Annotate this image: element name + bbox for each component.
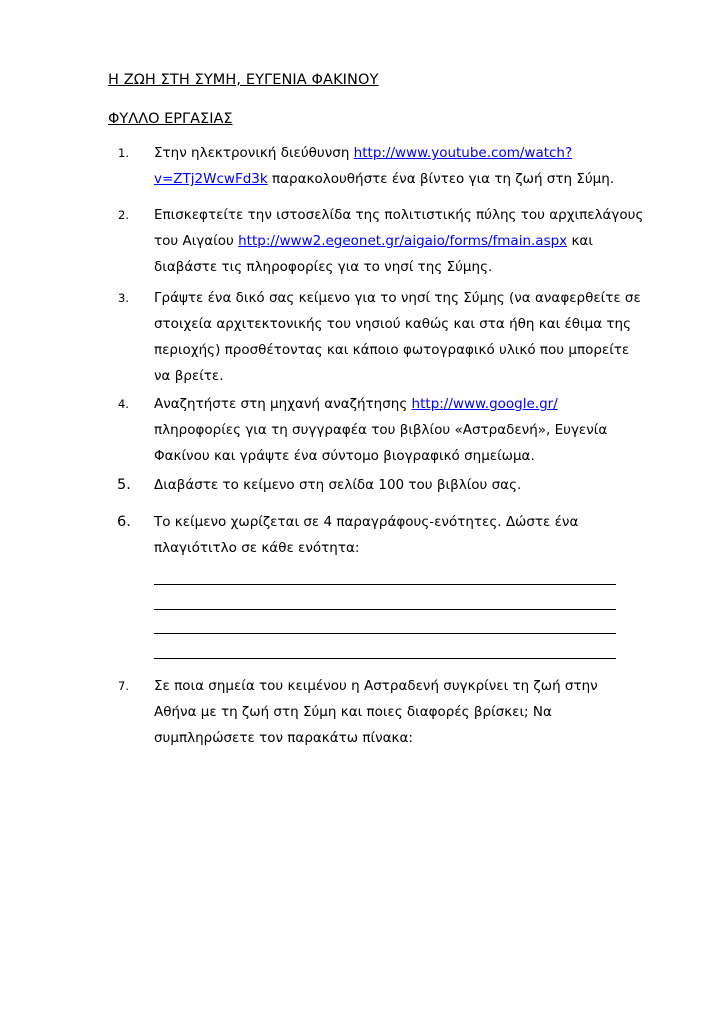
item-number: 6. — [117, 514, 131, 530]
item-number: 1. — [118, 146, 129, 160]
item-text: Το κείμενο χωρίζεται σε 4 παραγράφους-ενότητες. Δώστε ένα πλαγιότιτλο σε κάθε ενότητα: — [154, 514, 579, 556]
youtube-link[interactable]: http://www.youtube.com/watch? — [353, 145, 573, 161]
answer-line[interactable] — [154, 633, 616, 634]
item-number: 4. — [118, 397, 129, 411]
item-number: 2. — [118, 208, 129, 222]
answer-line[interactable] — [154, 658, 616, 659]
youtube-link-continued[interactable]: v=ZTj2WcwFd3k — [154, 171, 268, 187]
answer-line[interactable] — [154, 584, 616, 585]
item-text: Αναζητήστε στη μηχανή αναζήτησης http://www.google.gr/ πληροφορίες για τη συγγραφέα του βιβλίου «Αστραδενή», Ευγενία Φακίνου και γράψτε ένα σύντομο βιογραφικό σημείωμα. — [154, 396, 608, 464]
document-title: Η ΖΩΗ ΣΤΗ ΣΥΜΗ, ΕΥΓΕΝΙΑ ΦΑΚΙΝΟΥ — [108, 72, 379, 88]
item-text: Στην ηλεκτρονική διεύθυνση http://www.youtube.com/watch? v=ZTj2WcwFd3k παρακολουθήστε ένα βίντεο για τη ζωή στη Σύμη. — [154, 145, 615, 187]
item-text: Διαβάστε το κείμενο στη σελίδα 100 του βιβλίου σας. — [154, 477, 522, 493]
item-number: 7. — [118, 679, 129, 693]
item-number: 5. — [117, 477, 131, 493]
google-link[interactable]: http://www.google.gr/ — [411, 396, 558, 412]
worksheet-heading: ΦΥΛΛΟ ΕΡΓΑΣΙΑΣ — [108, 111, 233, 127]
item-text: Σε ποια σημεία του κειμένου η Αστραδενή συγκρίνει τη ζωή στην Αθήνα με τη ζωή στη Σύμη και ποιες διαφορές βρίσκει; Να συμπληρώσετε τον παρακάτω πίνακα: — [154, 678, 598, 746]
item-text: Γράψτε ένα δικό σας κείμενο για το νησί της Σύμης (να αναφερθείτε σε στοιχεία αρχιτεκτονικής του νησιού καθώς και στα ήθη και έθιμα της περιοχής) προσθέτοντας και κάποιο φωτογραφικό υλικό που μπορείτε να βρείτε. — [154, 290, 641, 384]
answer-line[interactable] — [154, 609, 616, 610]
item-text: Επισκεφτείτε την ιστοσελίδα της πολιτιστικής πύλης του αρχιπελάγους του Αιγαίου http://www2.egeonet.gr/aigaio/forms/fmain.aspx και διαβάστε τις πληροφορίες για το νησί της Σύμης. — [154, 207, 644, 275]
item-number: 3. — [118, 291, 129, 305]
egeonet-link[interactable]: http://www2.egeonet.gr/aigaio/forms/fmain.aspx — [238, 233, 568, 249]
